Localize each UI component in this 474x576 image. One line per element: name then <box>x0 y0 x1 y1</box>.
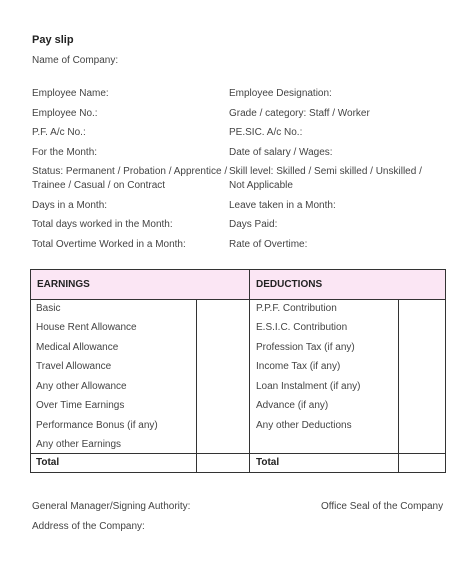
center-divider <box>249 270 250 472</box>
overtime-rate-label: Rate of Overtime: <box>229 239 308 250</box>
earnings-item: Any other Allowance <box>36 381 127 392</box>
earnings-item: Medical Allowance <box>36 342 119 353</box>
salary-date-label: Date of salary / Wages: <box>229 147 333 158</box>
skill-level-label-line1: Skill level: Skilled / Semi skilled / Unskilled / <box>229 166 422 177</box>
earnings-item: Travel Allowance <box>36 361 112 372</box>
skill-level-label-line2: Not Applicable <box>229 180 293 191</box>
office-seal-label: Office Seal of the Company <box>321 501 444 512</box>
table-header-row <box>31 270 445 300</box>
leave-taken-label: Leave taken in a Month: <box>229 200 336 211</box>
company-address-label: Address of the Company: <box>32 521 145 532</box>
days-paid-label: Days Paid: <box>229 219 278 230</box>
document-title: Pay slip <box>32 34 74 46</box>
deductions-total: Total <box>256 457 280 468</box>
earnings-total: Total <box>36 457 60 468</box>
pesic-account-label: PE.SIC. A/c No.: <box>229 127 303 138</box>
earnings-item: Basic <box>36 303 61 314</box>
total-row-divider <box>31 453 445 454</box>
status-label-line2: Trainee / Casual / on Contract <box>32 180 166 191</box>
earnings-deductions-table <box>30 269 446 473</box>
company-name-label: Name of Company: <box>32 55 119 66</box>
overtime-worked-label: Total Overtime Worked in a Month: <box>32 239 186 250</box>
deductions-item: Profession Tax (if any) <box>256 342 355 353</box>
earnings-header: EARNINGS <box>37 279 90 290</box>
days-worked-label: Total days worked in the Month: <box>32 219 173 230</box>
signing-authority-label: General Manager/Signing Authority: <box>32 501 191 512</box>
deductions-item: E.S.I.C. Contribution <box>256 322 348 333</box>
deductions-item: Income Tax (if any) <box>256 361 341 372</box>
days-in-month-label: Days in a Month: <box>32 200 108 211</box>
grade-category-label: Grade / category: Staff / Worker <box>229 108 370 119</box>
deductions-amount-divider <box>398 299 399 472</box>
deductions-item: Loan Instalment (if any) <box>256 381 361 392</box>
earnings-item: Performance Bonus (if any) <box>36 420 158 431</box>
deductions-item: P.P.F. Contribution <box>256 303 337 314</box>
status-label-line1: Status: Permanent / Probation / Apprentice / <box>32 166 228 177</box>
deductions-item: Advance (if any) <box>256 400 329 411</box>
earnings-amount-divider <box>196 299 197 472</box>
employee-no-label: Employee No.: <box>32 108 98 119</box>
deductions-item: Any other Deductions <box>256 420 352 431</box>
employee-name-label: Employee Name: <box>32 88 109 99</box>
month-label: For the Month: <box>32 147 98 158</box>
designation-label: Employee Designation: <box>229 88 332 99</box>
deductions-header: DEDUCTIONS <box>256 279 323 290</box>
pf-account-label: P.F. A/c No.: <box>32 127 86 138</box>
earnings-item: Any other Earnings <box>36 439 122 450</box>
earnings-item: House Rent Allowance <box>36 322 137 333</box>
earnings-item: Over Time Earnings <box>36 400 125 411</box>
